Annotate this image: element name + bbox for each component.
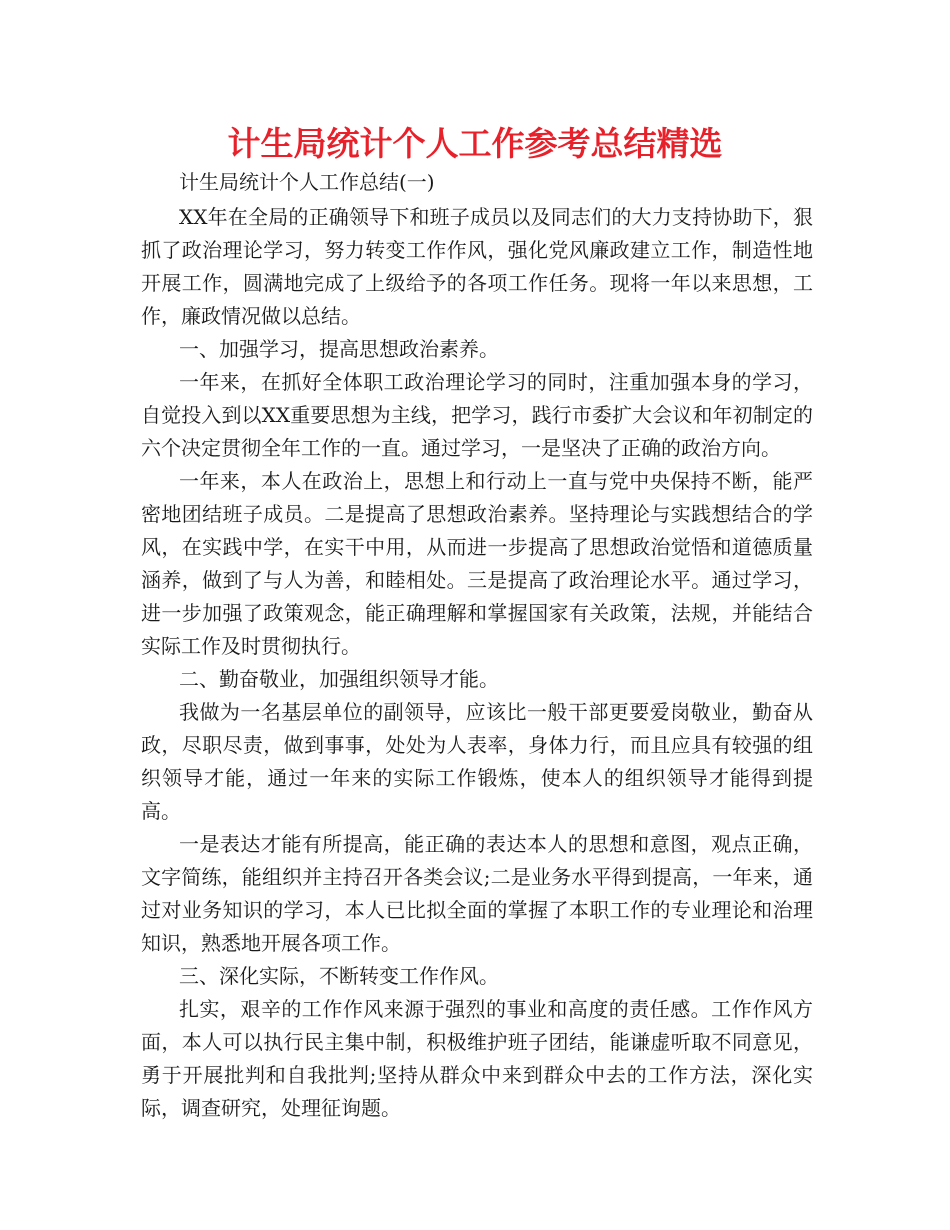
paragraph-intro: XX年在全局的正确领导下和班子成员以及同志们的大力支持协助下，狠抓了政治理论学习，努力转变工作作风，强化党风廉政建立工作，制造性地开展工作，圆满地完成了上级给予的各项工作任务。现将一年以来思想，工作，廉政情况做以总结。 <box>141 205 813 328</box>
paragraph: 我做为一名基层单位的副领导，应该比一般干部更要爱岗敬业，勤奋从政，尽职尽责，做到事事，处处为人表率，身体力行，而且应具有较强的组织领导才能，通过一年来的实际工作锻炼，使本人的组织领导才能得到提高。 <box>141 700 813 823</box>
document-body <box>141 166 813 1125</box>
paragraph: 一是表达才能有所提高，能正确的表达本人的思想和意图，观点正确，文字简练，能组织并主持召开各类会议;二是业务水平得到提高，一年来，通过对业务知识的学习，本人已比拟全面的掌握了本职工作的专业理论和治理知识，熟悉地开展各项工作。 <box>141 832 813 955</box>
section-subtitle: 计生局统计个人工作总结(一) <box>179 170 435 194</box>
section-heading-3: 三、深化实际，不断转变工作作风。 <box>179 964 499 988</box>
section-heading-1: 一、加强学习，提高思想政治素养。 <box>179 337 499 361</box>
paragraph: 扎实，艰辛的工作作风来源于强烈的事业和高度的责任感。工作作风方面，本人可以执行民主集中制，积极维护班子团结，能谦虚听取不同意见，勇于开展批判和自我批判;坚持从群众中来到群众中去的工作方法，深化实际，调查研究，处理征询题。 <box>141 997 813 1120</box>
paragraph: 一年来，在抓好全体职工政治理论学习的同时，注重加强本身的学习，自觉投入到以XX重要思想为主线，把学习，践行市委扩大会议和年初制定的六个决定贯彻全年工作的一直。通过学习，一是坚决了正确的政治方向。 <box>141 370 813 460</box>
document-title: 计生局统计个人工作参考总结精选 <box>227 124 723 163</box>
paragraph: 一年来，本人在政治上，思想上和行动上一直与党中央保持不断，能严密地团结班子成员。二是提高了思想政治素养。坚持理论与实践想结合的学风，在实践中学，在实干中用，从而进一步提高了思想政治觉悟和道德质量涵养，做到了与人为善，和睦相处。三是提高了政治理论水平。通过学习，进一步加强了政策观念，能正确理解和掌握国家有关政策，法规，并能结合实际工作及时贯彻执行。 <box>141 469 813 658</box>
section-heading-2: 二、勤奋敬业，加强组织领导才能。 <box>179 667 499 691</box>
